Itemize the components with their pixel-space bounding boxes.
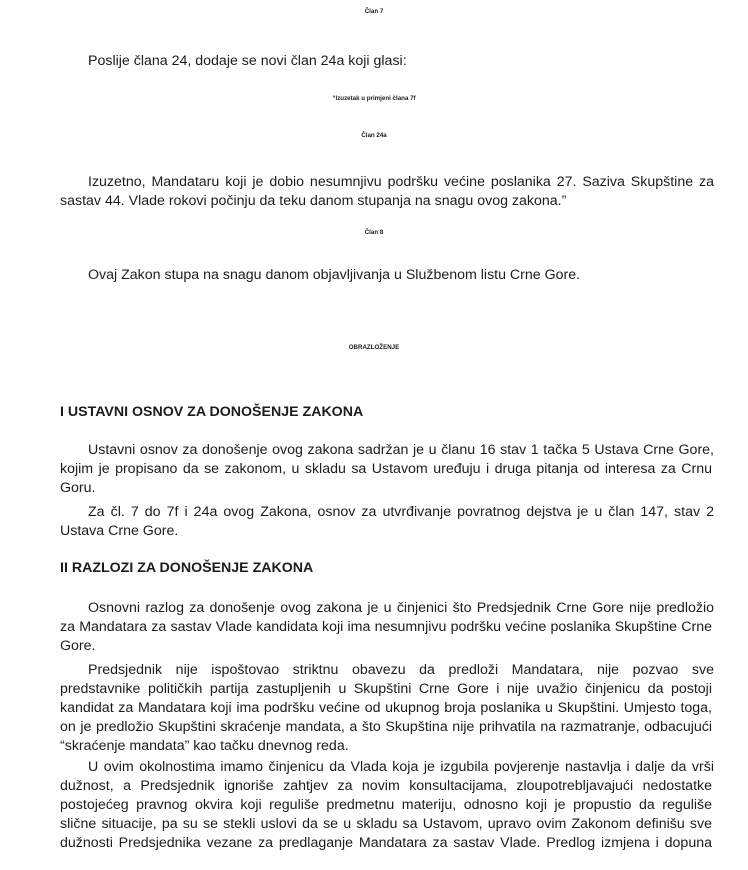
clan7-heading: Član 7 xyxy=(364,8,384,15)
s2-p3-line3: postojećeg pravnog okvira koji reguliše predmetnu materiju, odnosno koji je propustio da reguliše xyxy=(60,797,712,813)
s2-p2-line1: Predsjednik nije ispoštovao striktnu obavezu da predloži Mandatara, nije pozvao sve xyxy=(88,662,714,678)
clan8-text: Ovaj Zakon stupa na snagu danom objavljivanja u Službenom listu Crne Gore. xyxy=(88,267,581,283)
s2-p2-line4: on je predložio Skupštini skraćenje mandata, a što Skupština nije prihvatila na razmatranje, odbacujući xyxy=(60,719,712,735)
s2-p3-line5: dužnosti Predsjednika vezane za predlaganje Mandatara za sastav Vlade. Predlog izmjena i dopuna xyxy=(60,835,712,851)
s1-p1-line2: kojim je propisano da se zakonom, u skladu sa Ustavom uređuju i druga pitanja od interesa za Crnu xyxy=(60,461,712,477)
explanation-title: OBRAZLOŽENJE xyxy=(348,344,400,351)
clan24a-heading: Član 24a xyxy=(361,132,387,139)
s2-p2-line2: predstavnike političkih partija zastupljenih u Skupštini Crne Gore i nije uvažio činjenicu da postoji xyxy=(60,681,712,697)
s2-p3-line1: U ovim okolnostima imamo činjenicu da Vlada koja je izgubila povjerenje nastavlja i dalje da vrši xyxy=(88,759,714,775)
s2-p3-line4: slične situacije, pa su se stekli uslovi da se u skladu sa Ustavom, upravo ovim Zakonom definišu sve xyxy=(60,816,712,832)
s2-p1-line2: za Mandatara za sastav Vlade kandidata koji ima nesumnjivu podršku većine poslanika Skupštine Crne xyxy=(60,619,712,635)
s2-p1-line1: Osnovni razlog za donošenje ovog zakona je u činjenici što Predsjednik Crne Gore nije predložio xyxy=(88,600,714,616)
section1-heading: I USTAVNI OSNOV ZA DONOŠENJE ZAKONA xyxy=(60,404,364,420)
s1-p2-line2: Ustava Crne Gore. xyxy=(60,523,179,539)
s2-p2-line5: “skraćenje mandata” kao tačku dnevnog reda. xyxy=(60,738,349,754)
clan7-text: Poslije člana 24, dodaje se novi član 24a koji glasi: xyxy=(88,53,407,69)
s2-p3-line2: dužnost, a Predsjednik ignoriše zahtjev za novim konsultacijama, zloupotrebljavajući nedostatke xyxy=(60,778,712,794)
clan8-heading: Član 8 xyxy=(364,229,384,236)
s2-p1-line3: Gore. xyxy=(60,638,96,654)
clan24a-line1: Izuzetno, Mandataru koji je dobio nesumnjivu podršku većine poslanika 27. Saziva Skupštine za xyxy=(88,174,714,190)
s1-p1-line3: Goru. xyxy=(60,480,96,496)
s1-p2-line1: Za čl. 7 do 7f i 24a ovog Zakona, osnov za utvrđivanje povratnog dejstva je u član 147, stav 2 xyxy=(88,504,714,520)
clan24a-line2: sastav 44. Vlade rokovi počinju da teku danom stupanja na snagu ovog zakona.” xyxy=(60,193,567,209)
quote-title: “Izuzetak u primjeni člana 7f xyxy=(332,95,416,102)
s1-p1-line1: Ustavni osnov za donošenje ovog zakona sadržan je u članu 16 stav 1 tačka 5 Ustava Crne Gore, xyxy=(88,442,714,458)
section2-heading: II RAZLOZI ZA DONOŠENJE ZAKONA xyxy=(60,560,314,576)
s2-p2-line3: kandidat za Mandatara koji ima podršku većine od ukupnog broja poslanika u Skupštini. Umjesto toga, xyxy=(60,700,712,716)
